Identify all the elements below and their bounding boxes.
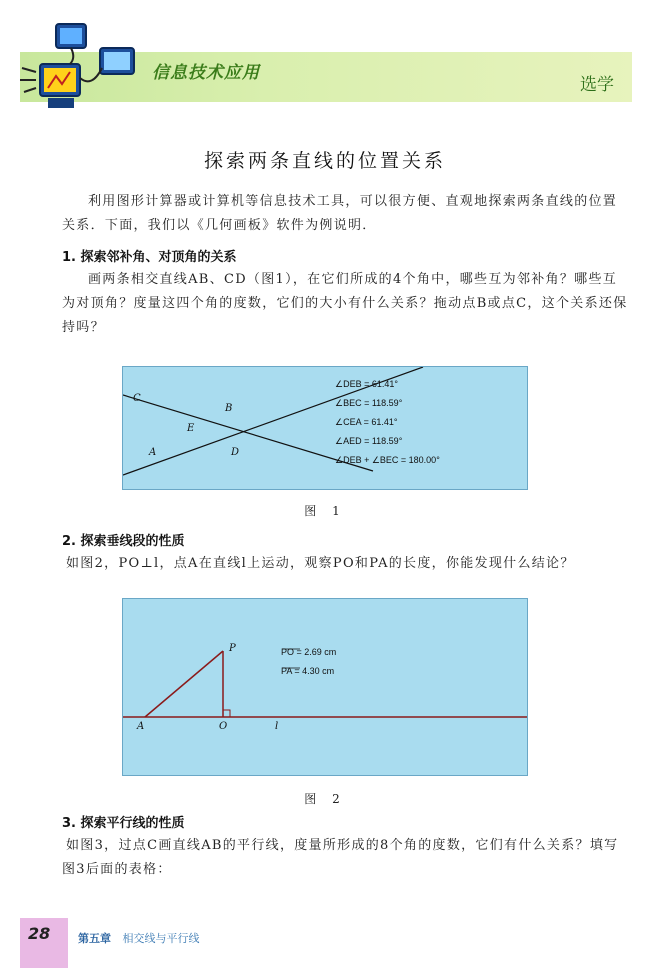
figure1-canvas xyxy=(122,366,528,490)
point-p-label: P xyxy=(229,643,236,654)
header-tag: 选学 xyxy=(580,75,614,95)
point-c-label: C xyxy=(133,393,141,404)
computer-icon xyxy=(18,18,148,128)
figure1-caption: 图 1 xyxy=(304,504,346,518)
section2-heading: 2. 探索垂线段的性质 xyxy=(62,534,185,549)
figure2-caption: 图 2 xyxy=(304,792,346,806)
line-l-label: l xyxy=(275,721,279,732)
point-a-label: A xyxy=(149,447,157,458)
segment-pa xyxy=(145,651,223,717)
section1-heading: 1. 探索邻补角、对顶角的关系 xyxy=(62,250,237,265)
figure2-lines xyxy=(123,599,527,775)
measure-deb: ∠DEB = 61.41° xyxy=(335,379,398,389)
measure-aed: ∠AED = 118.59° xyxy=(335,436,403,446)
point-e-label: E xyxy=(187,423,195,434)
point-a-label: A xyxy=(137,721,145,732)
page-title: 探索两条直线的位置关系 xyxy=(203,150,446,172)
measure-po: PO = 2.69 cm xyxy=(281,647,337,657)
point-d-label: D xyxy=(231,447,240,458)
header-title: 信息技术应用 xyxy=(152,63,260,83)
figure2-canvas xyxy=(122,598,528,776)
intro-paragraph: 利用图形计算器或计算机等信息技术工具，可以很方便、直观地探索两条直线的位置关系．下面，我们以《几何画板》软件为例说明． xyxy=(62,194,618,233)
section3-heading: 3. 探索平行线的性质 xyxy=(62,816,185,831)
chapter-title: 相交线与平行线 xyxy=(122,932,200,945)
measure-sum: ∠DEB + ∠BEC = 180.00° xyxy=(335,455,440,465)
chapter-label xyxy=(78,930,200,946)
page-number: 28 xyxy=(28,924,51,943)
right-angle-mark xyxy=(223,710,230,717)
measure-cea: ∠CEA = 61.41° xyxy=(335,417,398,427)
measure-bec: ∠BEC = 118.59° xyxy=(335,398,403,408)
point-b-label: B xyxy=(225,403,233,414)
section2-body: 如图2，PO⊥l，点A在直线l上运动，观察PO和PA的长度，你能发现什么结论？ xyxy=(66,556,575,571)
chapter-number: 第五章 xyxy=(78,932,111,945)
figure1-lines xyxy=(123,367,527,489)
section3-body: 如图3，过点C画直线AB的平行线，度量所形成的8个角的度数，它们有什么关系？填写图3后面的表格： xyxy=(62,838,619,877)
measure-pa: PA = 4.30 cm xyxy=(281,666,335,676)
point-o-label: O xyxy=(219,721,228,732)
section1-body: 画两条相交直线AB、CD（图1），在它们所成的4个角中，哪些互为邻补角？哪些互为对顶角？度量这四个角的度数，它们的大小有什么关系？拖动点B或点C，这个关系还保持吗？ xyxy=(62,272,628,335)
